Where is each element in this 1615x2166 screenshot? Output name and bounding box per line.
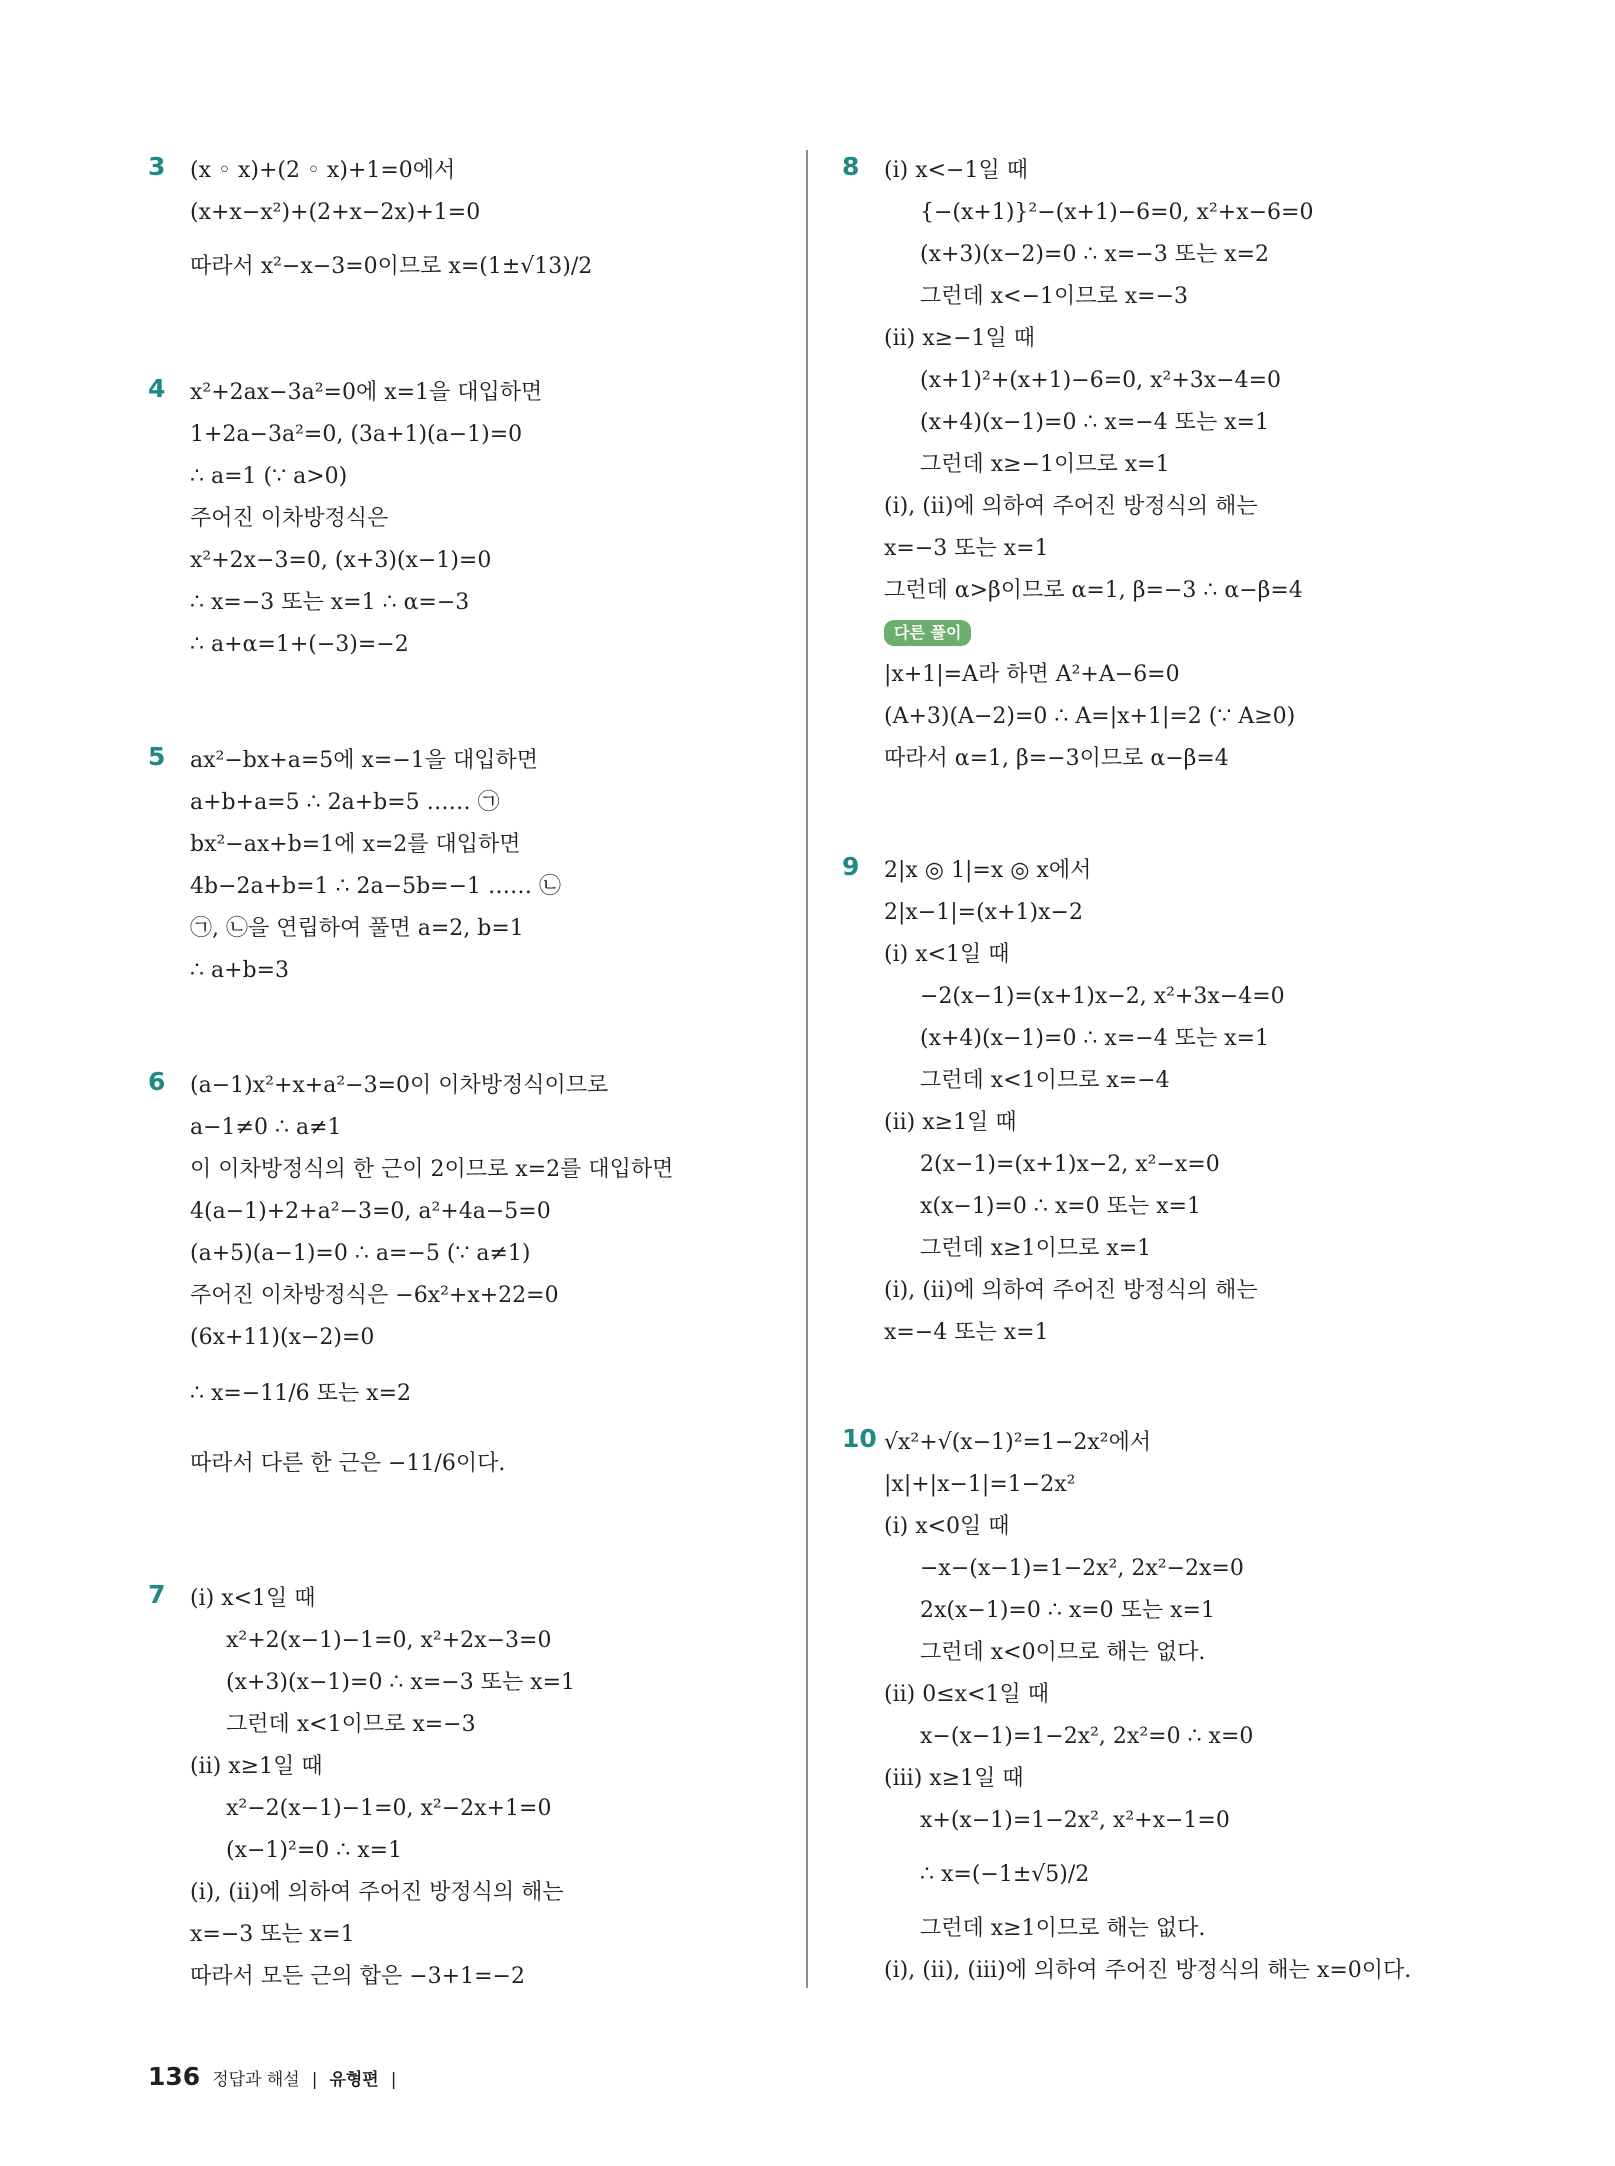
solution-line: (ii) x≥1일 때: [190, 1754, 323, 1779]
solution-line: (x ◦ x)+(2 ◦ x)+1=0에서: [190, 158, 456, 183]
solution-line: (i) x<1일 때: [884, 942, 1010, 967]
solution-line: ∴ a+α=1+(−3)=−2: [190, 632, 409, 657]
solution-line: 4(a−1)+2+a²−3=0, a²+4a−5=0: [190, 1199, 551, 1224]
problem-number: 7: [148, 1580, 166, 1609]
solution-line: x²−2(x−1)−1=0, x²−2x+1=0: [226, 1796, 552, 1821]
solution-line: 그런데 x<0이므로 해는 없다.: [920, 1640, 1206, 1665]
solution-line: 따라서 α=1, β=−3이므로 α−β=4: [884, 746, 1229, 771]
solution-line: (x+4)(x−1)=0 ∴ x=−4 또는 x=1: [920, 410, 1270, 435]
solution-line: 따라서 모든 근의 합은 −3+1=−2: [190, 1964, 525, 1989]
solution-line: 2|x ◎ 1|=x ◎ x에서: [884, 858, 1092, 883]
solution-line: ∴ x=−3 또는 x=1 ∴ α=−3: [190, 590, 470, 615]
solution-line: 이 이차방정식의 한 근이 2이므로 x=2를 대입하면: [190, 1157, 674, 1182]
solution-line: −2(x−1)=(x+1)x−2, x²+3x−4=0: [920, 984, 1285, 1009]
solution-line: ∴ x=−11/6 또는 x=2: [190, 1381, 411, 1406]
solution-line: 그런데 x<−1이므로 x=−3: [920, 284, 1189, 309]
solution-line: −x−(x−1)=1−2x², 2x²−2x=0: [920, 1556, 1244, 1581]
solution-line: (x+x−x²)+(2+x−2x)+1=0: [190, 200, 481, 225]
solution-line: (x+4)(x−1)=0 ∴ x=−4 또는 x=1: [920, 1026, 1270, 1051]
solution-line: (x+1)²+(x+1)−6=0, x²+3x−4=0: [920, 368, 1282, 393]
problem-number: 10: [842, 1424, 877, 1453]
solution-line: 2x(x−1)=0 ∴ x=0 또는 x=1: [920, 1598, 1215, 1623]
solution-line: x+(x−1)=1−2x², x²+x−1=0: [920, 1808, 1230, 1833]
problem-number: 3: [148, 152, 166, 181]
alt-solution-row: [884, 612, 1482, 654]
alt-solution-badge: 다른 풀이: [884, 620, 971, 646]
solution-line: x²+2x−3=0, (x+3)(x−1)=0: [190, 548, 492, 573]
solution-line: (i), (ii), (iii)에 의하여 주어진 방정식의 해는 x=0이다.: [884, 1958, 1412, 1983]
solution-line: 그런데 x<1이므로 x=−3: [226, 1712, 476, 1737]
solution-line: 그런데 x≥−1이므로 x=1: [920, 452, 1170, 477]
solution-line: 그런데 x<1이므로 x=−4: [920, 1068, 1170, 1093]
solution-line: (i), (ii)에 의하여 주어진 방정식의 해는: [884, 494, 1258, 519]
footer-separator: |: [390, 2070, 397, 2090]
solution-line: |x+1|=A라 하면 A²+A−6=0: [884, 662, 1180, 687]
book-section-title: 정답과 해설: [212, 2070, 300, 2090]
solution-line: (a−1)x²+x+a²−3=0이 이차방정식이므로: [190, 1073, 609, 1098]
solution-line: x=−4 또는 x=1: [884, 1320, 1049, 1345]
solution-line: bx²−ax+b=1에 x=2를 대입하면: [190, 832, 521, 857]
solution-line: ㉠, ㉡을 연립하여 풀면 a=2, b=1: [190, 916, 524, 941]
solution-line: x−(x−1)=1−2x², 2x²=0 ∴ x=0: [920, 1724, 1254, 1749]
solution-line: |x|+|x−1|=1−2x²: [884, 1472, 1076, 1497]
solution-line: 그런데 α>β이므로 α=1, β=−3 ∴ α−β=4: [884, 578, 1303, 603]
solution-line: (A+3)(A−2)=0 ∴ A=|x+1|=2 (∵ A≥0): [884, 704, 1296, 729]
solution-line: x(x−1)=0 ∴ x=0 또는 x=1: [920, 1194, 1201, 1219]
solution-line: (6x+11)(x−2)=0: [190, 1325, 375, 1350]
page-footer: [148, 2062, 396, 2091]
solution-line: (i) x<0일 때: [884, 1514, 1010, 1539]
solution-line: ∴ x=(−1±√5)/2: [920, 1862, 1090, 1887]
solution-line: (iii) x≥1일 때: [884, 1766, 1024, 1791]
solution-line: a+b+a=5 ∴ 2a+b=5 …… ㉠: [190, 790, 500, 815]
solution-line: 1+2a−3a²=0, (3a+1)(a−1)=0: [190, 422, 523, 447]
solution-line: x=−3 또는 x=1: [884, 536, 1049, 561]
solution-line: 주어진 이차방정식은: [190, 506, 389, 531]
solution-line: 주어진 이차방정식은 −6x²+x+22=0: [190, 1283, 559, 1308]
solution-line: ∴ a+b=3: [190, 958, 290, 983]
solution-line: 따라서 x²−x−3=0이므로 x=(1±√13)/2: [190, 254, 593, 279]
solution-line: (a+5)(a−1)=0 ∴ a=−5 (∵ a≠1): [190, 1241, 531, 1266]
solution-line: (i), (ii)에 의하여 주어진 방정식의 해는: [190, 1880, 564, 1905]
footer-separator: |: [311, 2070, 318, 2090]
solution-line: (i) x<−1일 때: [884, 158, 1028, 183]
solution-line: x=−3 또는 x=1: [190, 1922, 355, 1947]
column-divider: [806, 150, 808, 1988]
solution-line: x²+2(x−1)−1=0, x²+2x−3=0: [226, 1628, 552, 1653]
solution-line: x²+2ax−3a²=0에 x=1을 대입하면: [190, 380, 543, 405]
solution-line: (x−1)²=0 ∴ x=1: [226, 1838, 403, 1863]
solution-line: {−(x+1)}²−(x+1)−6=0, x²+x−6=0: [920, 200, 1314, 225]
solution-line: 그런데 x≥1이므로 x=1: [920, 1236, 1152, 1261]
solution-line: 2(x−1)=(x+1)x−2, x²−x=0: [920, 1152, 1220, 1177]
solution-line: √x²+√(x−1)²=1−2x²에서: [884, 1430, 1152, 1455]
solution-line: a−1≠0 ∴ a≠1: [190, 1115, 342, 1140]
solution-line: (x+3)(x−2)=0 ∴ x=−3 또는 x=2: [920, 242, 1270, 267]
problem-number: 5: [148, 742, 166, 771]
solution-line: (i) x<1일 때: [190, 1586, 316, 1611]
problem-number: 6: [148, 1067, 166, 1096]
solution-line: 그런데 x≥1이므로 해는 없다.: [920, 1916, 1206, 1941]
solution-line: (x+3)(x−1)=0 ∴ x=−3 또는 x=1: [226, 1670, 576, 1695]
problem-number: 9: [842, 852, 860, 881]
solution-line: 따라서 다른 한 근은 −11/6이다.: [190, 1451, 506, 1476]
solution-line: ∴ a=1 (∵ a>0): [190, 464, 348, 489]
solution-line: ax²−bx+a=5에 x=−1을 대입하면: [190, 748, 539, 773]
page-number: 136: [148, 2062, 201, 2091]
solution-line: (ii) x≥−1일 때: [884, 326, 1036, 351]
solution-line: (ii) 0≤x<1일 때: [884, 1682, 1049, 1707]
solution-line: 2|x−1|=(x+1)x−2: [884, 900, 1083, 925]
problem-number: 8: [842, 152, 860, 181]
problem-number: 4: [148, 374, 166, 403]
book-part-title: 유형편: [329, 2070, 379, 2090]
solution-line: 4b−2a+b=1 ∴ 2a−5b=−1 …… ㉡: [190, 874, 562, 899]
solution-line: (i), (ii)에 의하여 주어진 방정식의 해는: [884, 1278, 1258, 1303]
solution-line: (ii) x≥1일 때: [884, 1110, 1017, 1135]
